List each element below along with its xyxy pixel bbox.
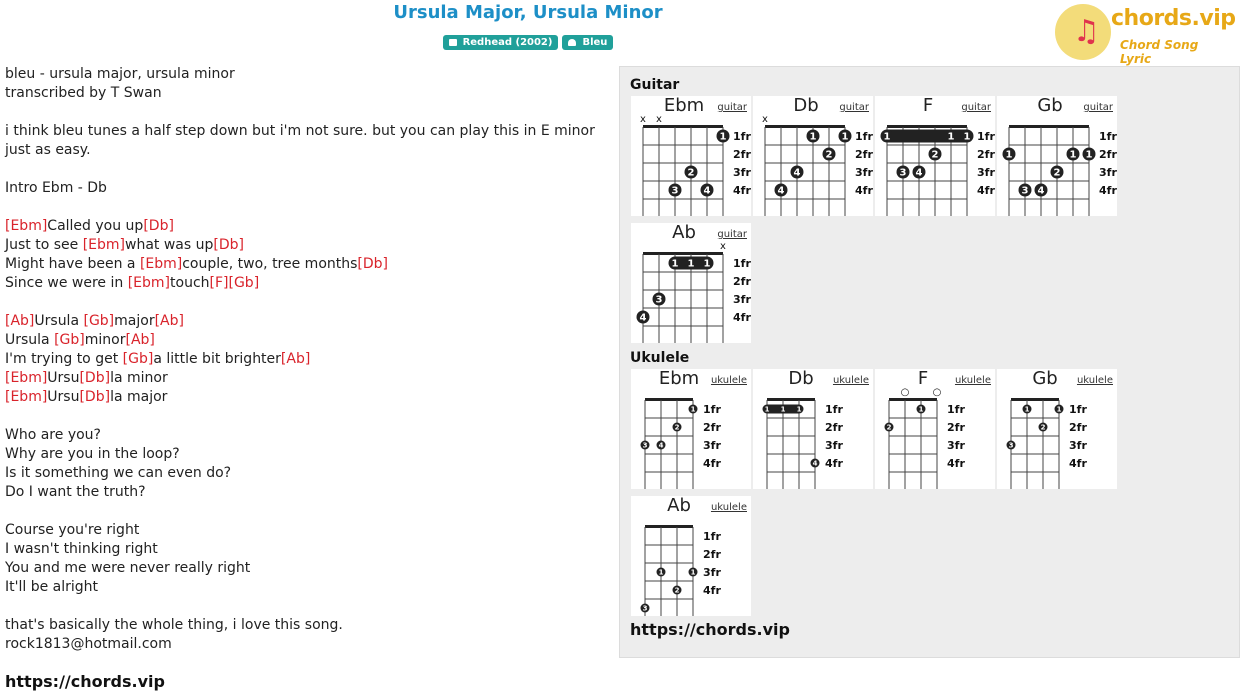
chord-tag[interactable]: [Gb] [83,313,115,329]
fret-label: 2fr [825,421,843,434]
chord-tag[interactable]: [Ebm] [5,370,48,386]
instrument-link[interactable]: ukulele [1076,375,1113,386]
instrument-link[interactable]: guitar [1083,102,1113,113]
lyric-text: I'm trying to get [5,351,123,367]
chord-name: Ab [672,222,696,243]
chord-name: Ebm [658,368,700,389]
fret-label: 2fr [1069,421,1087,434]
muted-string-mark: x [762,114,768,125]
fret-label: 4fr [703,584,721,597]
nut [1011,398,1059,401]
lyric-text: what was up [125,237,214,253]
lyric-text: Ursu [47,370,80,386]
fret-label: 4fr [977,184,995,197]
lyrics-body [5,65,610,654]
instrument-link[interactable]: guitar [839,102,869,113]
finger-number: 4 [639,312,647,324]
finger-number: 1 [658,568,664,577]
lyric-line [5,65,610,84]
fret-label: 3fr [733,293,751,306]
nut [645,525,693,528]
guitar-chord-ab[interactable] [631,223,751,343]
lyric-text: major [114,313,155,329]
chord-tag[interactable]: [Ebm] [5,389,48,405]
logo-tagline: Chord Song Lyric [1120,38,1199,66]
finger-number: 2 [687,167,695,179]
chord-diagram [631,223,751,343]
finger-number: 1 [690,405,696,414]
fret-label: 1fr [855,130,873,143]
fret-label: 1fr [1069,403,1087,416]
lyric-line [5,293,610,312]
fret-label: 3fr [703,439,721,452]
muted-string-mark: x [640,114,646,125]
chord-tag[interactable]: [Gb] [122,351,154,367]
lyric-line [5,236,610,255]
finger-number: 1 [1069,149,1077,161]
finger-number: 2 [674,586,680,595]
lyric-line [5,388,610,407]
finger-number: 1 [1024,405,1030,414]
lyric-line [5,540,610,559]
finger-number: 1 [841,131,849,143]
lyric-text: couple, two, tree months [182,256,358,272]
chord-name: F [917,368,929,389]
chord-diagram [631,96,751,216]
album-icon [449,39,457,46]
finger-number: 4 [777,185,785,197]
lyric-line [5,616,610,635]
artist-badge[interactable] [562,35,613,50]
chord-diagram [997,96,1117,216]
lyric-line [5,103,610,122]
finger-number: 1 [780,405,786,414]
lyric-text: la minor [110,370,168,386]
instrument-link[interactable]: ukulele [710,375,747,386]
finger-number: 1 [703,258,711,270]
nut [765,125,845,128]
nut [645,398,693,401]
finger-number: 2 [931,149,939,161]
finger-number: 1 [809,131,817,143]
panel-url[interactable]: https://chords.vip [630,620,790,639]
ukulele-chord-ab[interactable] [631,496,751,616]
chord-tag[interactable]: [Db] [357,256,389,272]
lyric-text: Why are you in the loop? [5,446,180,462]
lyric-text: rock1813@hotmail.com [5,636,172,652]
fret-label: 4fr [733,311,751,324]
instrument-link[interactable]: ukulele [710,502,747,513]
chord-name: Gb [1032,368,1058,389]
song-badges [0,35,1056,50]
finger-number: 1 [796,405,802,414]
guitar-chord-f[interactable] [875,96,995,216]
lyric-text: It'll be alright [5,579,99,595]
instrument-link[interactable]: ukulele [954,375,991,386]
lyric-text: You and me were never really right [5,560,251,576]
lyric-line [5,407,610,426]
finger-number: 3 [899,167,907,179]
fret-label: 4fr [1069,457,1087,470]
footer-url[interactable]: https://chords.vip [5,672,165,691]
fret-label: 2fr [733,148,751,161]
person-icon [568,39,576,46]
lyric-text: that's basically the whole thing, i love this song. [5,617,343,633]
fret-label: 1fr [1099,130,1117,143]
chord-tag[interactable]: [Ebm] [139,256,183,272]
fret-label: 3fr [733,166,751,179]
album-badge[interactable] [443,35,559,50]
lyric-line [5,445,610,464]
finger-number: 2 [1040,423,1046,432]
ukulele-chord-gb[interactable] [997,369,1117,489]
lyric-line [5,635,610,654]
fret-label: 2fr [1099,148,1117,161]
lyric-line [5,255,610,274]
ukulele-chord-ebm[interactable] [631,369,751,489]
lyric-line [5,312,610,331]
site-logo[interactable] [1053,2,1236,66]
lyric-text: bleu - ursula major, ursula minor [5,66,235,82]
chord-tag[interactable]: [Ab] [125,332,155,348]
finger-number: 1 [1085,149,1093,161]
guitar-chord-gb[interactable] [997,96,1117,216]
fret-label: 1fr [977,130,995,143]
finger-number: 1 [764,405,770,414]
finger-number: 3 [1021,185,1029,197]
fret-label: 3fr [1069,439,1087,452]
fret-label: 2fr [977,148,995,161]
open-string-mark: ○ [900,387,910,398]
chord-tag[interactable]: [Db] [213,237,244,253]
lyric-line [5,597,610,616]
lyric-text: la major [110,389,168,405]
fret-label: 4fr [855,184,873,197]
nut [643,125,723,128]
chord-tag[interactable]: [Db] [143,218,174,234]
lyric-line [5,274,610,293]
lyric-line [5,331,610,350]
lyric-text: Ursula [5,332,55,348]
chord-name: Ebm [663,95,705,116]
guitar-chord-ebm[interactable] [631,96,751,216]
chord-tag[interactable]: [Ab] [5,313,35,329]
guitar-icon: ♫ [1073,14,1100,49]
chord-tag[interactable]: [Db] [79,389,111,405]
chord-diagram [753,369,873,489]
lyric-text: minor [84,332,126,348]
fret-label: 1fr [733,130,751,143]
finger-number: 3 [642,441,648,450]
chord-tag[interactable]: [Ebm] [127,275,171,291]
fret-label: 3fr [1099,166,1117,179]
lyric-line [5,369,610,388]
lyric-text: Who are you? [5,427,101,443]
finger-number: 1 [883,131,891,143]
finger-number: 1 [671,258,679,270]
lyric-line [5,160,610,179]
lyric-line [5,217,610,236]
chord-tag[interactable]: [Gb] [228,275,260,291]
instrument-link[interactable]: ukulele [832,375,869,386]
album-badge-label: Redhead (2002) [462,37,553,48]
ukulele-chord-db[interactable] [753,369,873,489]
finger-number: 4 [915,167,923,179]
lyric-line [5,179,610,198]
fret-label: 4fr [947,457,965,470]
chord-diagram [875,369,995,489]
finger-number: 1 [918,405,924,414]
chord-name: F [922,95,934,116]
finger-number: 2 [825,149,833,161]
finger-number: 2 [1053,167,1061,179]
song-title: Ursula Major, Ursula Minor [393,2,663,23]
nut [643,252,723,255]
chord-name: Db [793,95,819,116]
chord-name: Gb [1037,95,1063,116]
lyric-line [5,350,610,369]
finger-number: 1 [719,131,727,143]
nut [767,398,815,401]
chord-tag[interactable]: [Ab] [280,351,311,367]
fret-label: 2fr [703,421,721,434]
finger-number: 4 [793,167,801,179]
fret-label: 1fr [733,257,751,270]
fret-label: 3fr [977,166,995,179]
guitar-heading: Guitar [630,77,680,93]
lyric-text: touch [170,275,210,291]
finger-number: 3 [1008,441,1014,450]
chord-tag[interactable]: [Ab] [154,313,184,329]
lyric-text: Since we were in [5,275,128,291]
finger-number: 1 [1056,405,1062,414]
finger-number: 1 [690,568,696,577]
lyric-line [5,559,610,578]
fret-label: 1fr [703,530,721,543]
chord-tag[interactable]: [Gb] [54,332,85,348]
fret-label: 4fr [733,184,751,197]
lyric-text: Ursula [34,313,84,329]
finger-number: 4 [812,459,818,468]
lyric-line [5,122,610,160]
lyric-text: a little bit brighter [153,351,281,367]
lyric-text: Called you up [47,218,144,234]
nut [889,398,937,401]
lyric-line [5,84,610,103]
finger-number: 2 [674,423,680,432]
lyric-line [5,578,610,597]
chord-panel [619,66,1240,658]
chord-diagram [753,96,873,216]
finger-number: 3 [655,294,663,306]
lyric-text: Might have been a [5,256,140,272]
lyric-line [5,483,610,502]
open-string-mark: ○ [932,387,942,398]
chord-name: Db [788,368,814,389]
lyric-text: i think bleu tunes a half step down but i'm not sure. but you can play this in E minor just as easy. [5,123,595,158]
lyric-line [5,502,610,521]
fret-label: 2fr [855,148,873,161]
muted-string-mark: x [656,114,662,125]
finger-number: 4 [703,185,711,197]
chord-tag[interactable]: [F] [209,275,229,291]
ukulele-heading: Ukulele [630,350,690,366]
instrument-link[interactable]: guitar [717,102,747,113]
lyric-text: Do I want the truth? [5,484,146,500]
lyric-text: Intro Ebm - Db [5,180,107,196]
fret-label: 1fr [947,403,965,416]
chord-tag[interactable]: [Ebm] [82,237,126,253]
chord-diagram [997,369,1117,489]
artist-badge-label: Bleu [582,37,608,48]
logo-brand: chords.vip [1111,6,1236,31]
lyric-line [5,464,610,483]
lyric-line [5,426,610,445]
lyric-text: Ursu [47,389,80,405]
chord-tag[interactable]: [Ebm] [5,218,48,234]
lyric-text: transcribed by T Swan [5,85,162,101]
nut [887,125,967,128]
finger-number: 1 [963,131,971,143]
finger-number: 1 [1005,149,1013,161]
lyric-text: Course you're right [5,522,140,538]
finger-number: 2 [886,423,892,432]
fret-label: 4fr [1099,184,1117,197]
chord-diagram [875,96,995,216]
fret-label: 1fr [703,403,721,416]
lyric-text: I wasn't thinking right [5,541,158,557]
finger-number: 1 [947,131,955,143]
chord-tag[interactable]: [Db] [79,370,111,386]
fret-label: 3fr [825,439,843,452]
lyric-text: Just to see [5,237,83,253]
lyric-line [5,198,610,217]
chord-diagram [631,496,751,616]
finger-number: 3 [642,604,648,613]
lyric-text: Is it something we can even do? [5,465,232,481]
fret-label: 1fr [825,403,843,416]
finger-number: 3 [671,185,679,197]
fret-label: 4fr [703,457,721,470]
chord-diagram [631,369,751,489]
finger-number: 1 [687,258,695,270]
muted-string-mark: x [720,241,726,252]
fret-label: 4fr [825,457,843,470]
fret-label: 3fr [855,166,873,179]
fret-label: 3fr [947,439,965,452]
fret-label: 2fr [733,275,751,288]
instrument-link[interactable]: guitar [961,102,991,113]
chord-name: Ab [667,495,691,516]
instrument-link[interactable]: guitar [717,229,747,240]
lyric-line [5,521,610,540]
nut [1009,125,1089,128]
ukulele-chord-f[interactable] [875,369,995,489]
guitar-chord-db[interactable] [753,96,873,216]
finger-number: 4 [658,441,664,450]
finger-number: 4 [1037,185,1045,197]
fret-label: 3fr [703,566,721,579]
fret-label: 2fr [947,421,965,434]
fret-label: 2fr [703,548,721,561]
